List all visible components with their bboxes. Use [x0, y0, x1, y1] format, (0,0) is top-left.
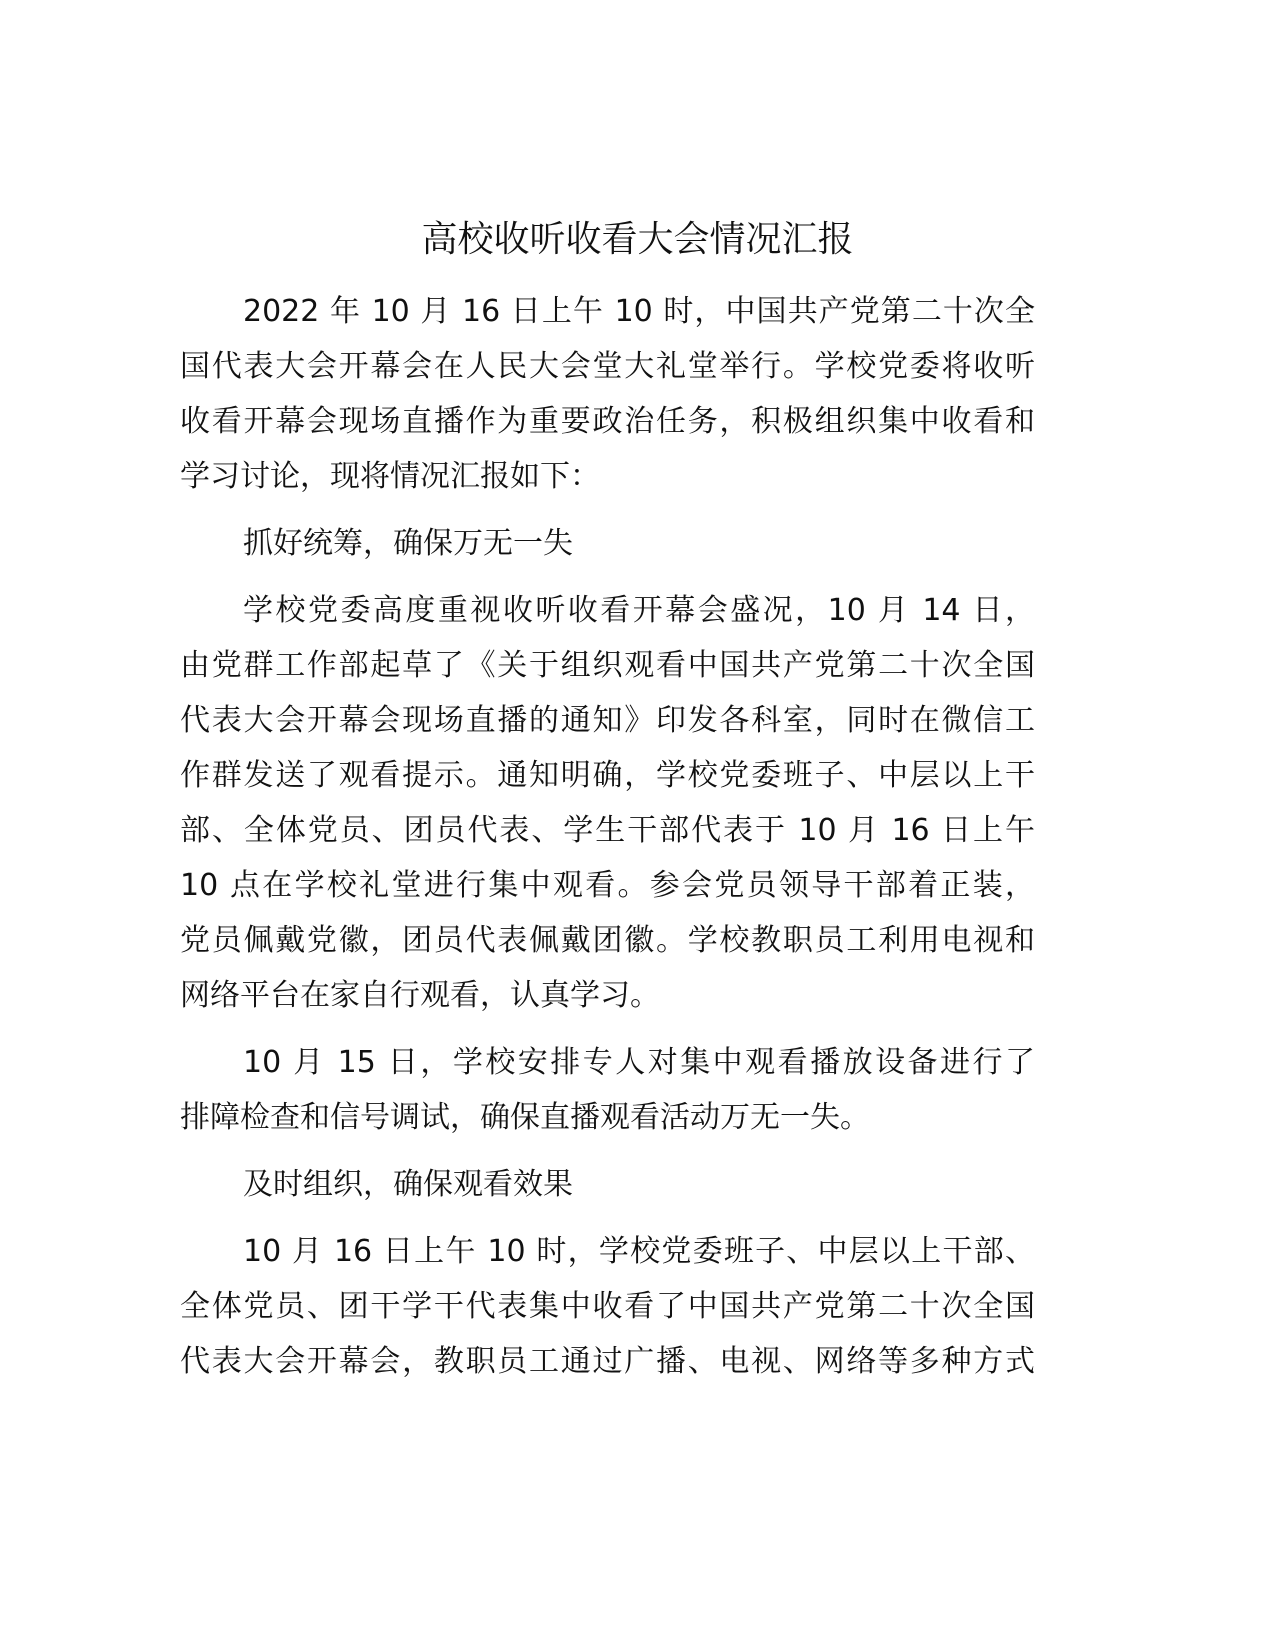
section-heading: 抓好统筹，确保万无一失: [243, 526, 573, 561]
text-line: 排障检查和信号调试，确保直播观看活动万无一失。: [180, 1100, 870, 1135]
text-line: 部、全体党员、团员代表、学生干部代表于 10 月 16 日上午: [180, 813, 1035, 848]
text-line: 党员佩戴党徽，团员代表佩戴团徽。学校教职员工利用电视和: [180, 923, 1035, 958]
text-line: 2022 年 10 月 16 日上午 10 时，中国共产党第二十次全: [243, 294, 1035, 329]
text-line: 由党群工作部起草了《关于组织观看中国共产党第二十次全国: [180, 648, 1035, 683]
text-line: 10 月 16 日上午 10 时，学校党委班子、中层以上干部、: [243, 1234, 1035, 1269]
text-line: 全体党员、团干学干代表集中收看了中国共产党第二十次全国: [180, 1289, 1035, 1324]
text-line: 网络平台在家自行观看，认真学习。: [180, 978, 660, 1013]
text-line: 学校党委高度重视收听收看开幕会盛况，10 月 14 日，: [243, 593, 1035, 628]
text-line: 代表大会开幕会现场直播的通知》印发各科室，同时在微信工: [180, 703, 1035, 738]
document-title: 高校收听收看大会情况汇报: [421, 219, 854, 260]
text-line: 作群发送了观看提示。通知明确，学校党委班子、中层以上干: [180, 758, 1035, 793]
text-line: 学习讨论，现将情况汇报如下：: [180, 459, 600, 494]
text-line: 10 月 15 日，学校安排专人对集中观看播放设备进行了: [243, 1045, 1035, 1080]
text-line: 代表大会开幕会，教职员工通过广播、电视、网络等多种方式: [180, 1344, 1035, 1379]
text-line: 国代表大会开幕会在人民大会堂大礼堂举行。学校党委将收听: [180, 349, 1035, 384]
text-line: 10 点在学校礼堂进行集中观看。参会党员领导干部着正装，: [180, 868, 1035, 903]
section-heading: 及时组织，确保观看效果: [243, 1167, 573, 1202]
text-line: 收看开幕会现场直播作为重要政治任务，积极组织集中收看和: [180, 404, 1035, 439]
